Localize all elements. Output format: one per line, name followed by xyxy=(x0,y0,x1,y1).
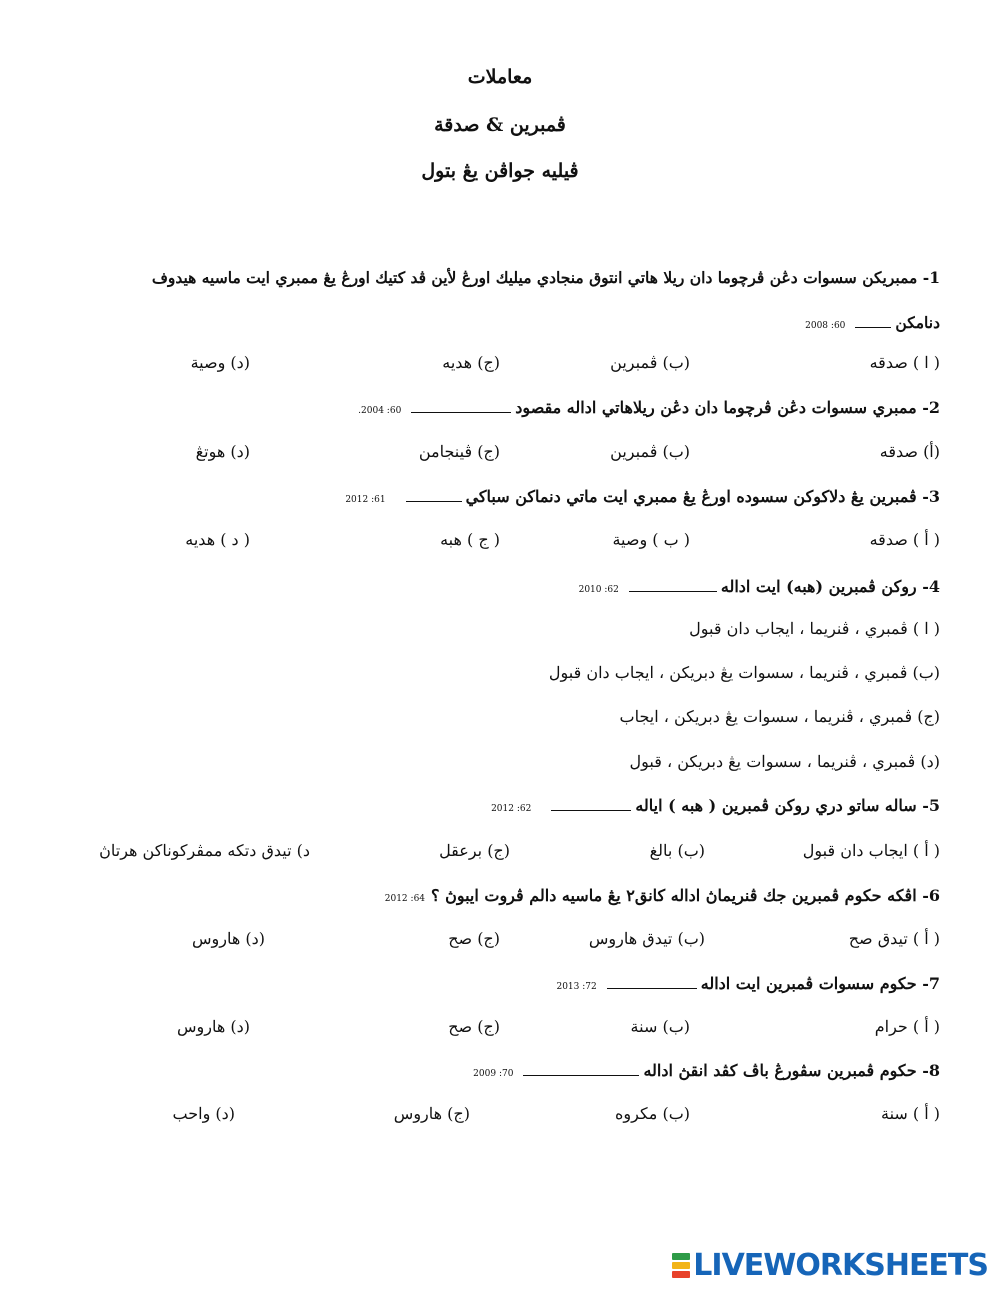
option-c[interactable]: (ج) برعقل xyxy=(439,841,510,860)
question-2-ref: 60: 2004. xyxy=(358,406,402,416)
option-d[interactable]: ( د ) هديه xyxy=(185,530,250,549)
question-2 xyxy=(60,385,940,434)
question-6 xyxy=(60,873,940,922)
question-5-options xyxy=(60,841,940,871)
option-a[interactable]: ( ا ) ڤمبري ، ڤنريما ، ايجاب دان قبول xyxy=(689,619,940,638)
option-d[interactable]: د) تيدق دتكه ممڤرکوناکن هرتاڽ xyxy=(99,841,310,860)
answer-blank-3[interactable] xyxy=(406,487,462,502)
question-1-ref: 60: 2008 xyxy=(805,321,846,331)
logo-mark-icon xyxy=(672,1252,690,1279)
question-2-options xyxy=(60,442,940,472)
option-b[interactable]: (ب) ڤمبرين xyxy=(610,442,690,461)
answer-blank-4[interactable] xyxy=(629,577,717,592)
option-c[interactable]: (ج) ڤينجامن xyxy=(418,442,500,461)
question-7-ref: 72: 2013 xyxy=(556,982,597,992)
worksheet-subtitle: ڤمبرين & صدقة xyxy=(434,114,566,136)
option-c[interactable]: (ج) ڤمبري ، ڤنريما ، سسوات يڠ دبريکن ، ايجاب xyxy=(619,707,940,726)
option-d[interactable]: (د) هاروس xyxy=(192,929,265,948)
option-d[interactable]: (د) واحب xyxy=(172,1104,235,1123)
worksheet-instruction: ڤيليه جواڤن يڠ بتول xyxy=(421,160,579,182)
question-8-text: 8- حکوم ڤمبرين سڤورڠ باڤ كڤد انقڽ اداله xyxy=(643,1061,940,1080)
question-6-options xyxy=(60,929,940,959)
question-4-ref: 62: 2010 xyxy=(578,585,619,595)
answer-blank-2[interactable] xyxy=(411,398,511,413)
option-c[interactable]: (ج) صح xyxy=(448,1017,500,1036)
option-d[interactable]: (د) هوتڠ xyxy=(195,442,250,461)
option-d[interactable]: (د) وصية xyxy=(190,353,250,372)
option-b[interactable]: ( ب ) وصية xyxy=(612,530,690,549)
question-3 xyxy=(60,474,940,523)
question-6-text: 6- اڤکه حکوم ڤمبرين جك ڤنريماڽ اداله كانق٢ يڠ ماسيه دالم ڤروت ايبوڽ ؟ xyxy=(431,886,940,905)
option-a[interactable]: ( أ ) صدقه xyxy=(869,530,940,549)
option-a[interactable]: ( ا ) صدقه xyxy=(869,353,940,372)
option-c[interactable]: (ج) صح xyxy=(448,929,500,948)
question-2-text: 2- ممبري سسوات دڠن ڤرچوما دان دڠن ريلاهاتي اداله مقصود xyxy=(515,398,940,417)
option-b[interactable]: (ب) ڤمبرين xyxy=(610,353,690,372)
question-8-options xyxy=(60,1104,940,1134)
logo-bar-1 xyxy=(672,1253,690,1260)
option-d[interactable]: (د) ڤمبري ، ڤنريما ، سسوات يڠ دبريکن ، قبول xyxy=(629,752,940,771)
option-c[interactable]: (ج) هاروس xyxy=(393,1104,470,1123)
question-5 xyxy=(60,783,940,832)
option-b[interactable]: (ب) تيدق هاروس xyxy=(588,929,705,948)
question-7 xyxy=(60,961,940,1010)
option-d[interactable]: (د) هاروس xyxy=(177,1017,250,1036)
question-5-text: 5- ساله ساتو دري روکن ڤمبرين ( هبه ) اياله xyxy=(635,796,940,815)
liveworksheets-logo[interactable] xyxy=(672,1248,988,1283)
question-3-options xyxy=(60,530,940,560)
question-4 xyxy=(60,564,940,613)
option-a[interactable]: ( أ ) حرام xyxy=(874,1017,940,1036)
option-a[interactable]: ( أ ) سنة xyxy=(881,1104,940,1123)
question-8-ref: 70: 2009 xyxy=(473,1069,514,1079)
question-1-options xyxy=(60,353,940,383)
question-4-text: 4- روکن ڤمبرين (هبه) ايت اداله xyxy=(720,577,940,596)
question-7-text: 7- حکوم سسوات ڤمبرين ايت اداله xyxy=(700,974,940,993)
logo-text: LIVEWORKSHEETS xyxy=(693,1248,988,1283)
option-a[interactable]: ( أ ) ايجاب دان قبول xyxy=(802,841,940,860)
option-b[interactable]: (ب) بالغ xyxy=(649,841,705,860)
option-b[interactable]: (ب) سنة xyxy=(630,1017,690,1036)
question-8 xyxy=(60,1048,940,1097)
answer-blank-1[interactable] xyxy=(855,313,891,328)
answer-blank-7[interactable] xyxy=(607,974,697,989)
answer-blank-8[interactable] xyxy=(523,1061,639,1076)
answer-blank-5[interactable] xyxy=(551,796,631,811)
option-b[interactable]: (ب) ڤمبري ، ڤنريما ، سسوات يڠ دبريکن ، ايجاب دان قبول xyxy=(548,663,940,682)
question-3-text: 3- ڤمبرين يڠ دلاكوكن سسوده اورڠ يڠ ممبري ايت ماتي دنماکن سباکي xyxy=(465,487,940,506)
option-a[interactable]: ( أ ) تيدق صح xyxy=(848,929,940,948)
option-c[interactable]: (ج) هديه xyxy=(442,353,500,372)
question-3-ref: 61: 2012 xyxy=(345,495,386,505)
question-7-options xyxy=(60,1017,940,1047)
option-b[interactable]: (ب) مكروه xyxy=(615,1104,690,1123)
option-c[interactable]: ( ج ) هبه xyxy=(440,530,500,549)
question-1 xyxy=(60,255,940,349)
option-a[interactable]: (أ) صدقه xyxy=(879,442,940,461)
question-1-cont: دنامکن xyxy=(895,313,940,332)
logo-bar-3 xyxy=(672,1271,690,1278)
logo-bar-2 xyxy=(672,1262,690,1269)
question-5-ref: 62: 2012 xyxy=(491,804,532,814)
question-6-ref: 64: 2012 xyxy=(384,894,426,904)
worksheet-title: معاملات xyxy=(467,66,533,88)
question-1-text: 1- ممبريکن سسوات دڠن ڤرچوما دان ريلا هاتي انتوق منجادي ميليك اورڠ لأين ڤد كتيك اورڠ يڠ ممبري ايت ماسيه هيدوف xyxy=(151,268,940,287)
